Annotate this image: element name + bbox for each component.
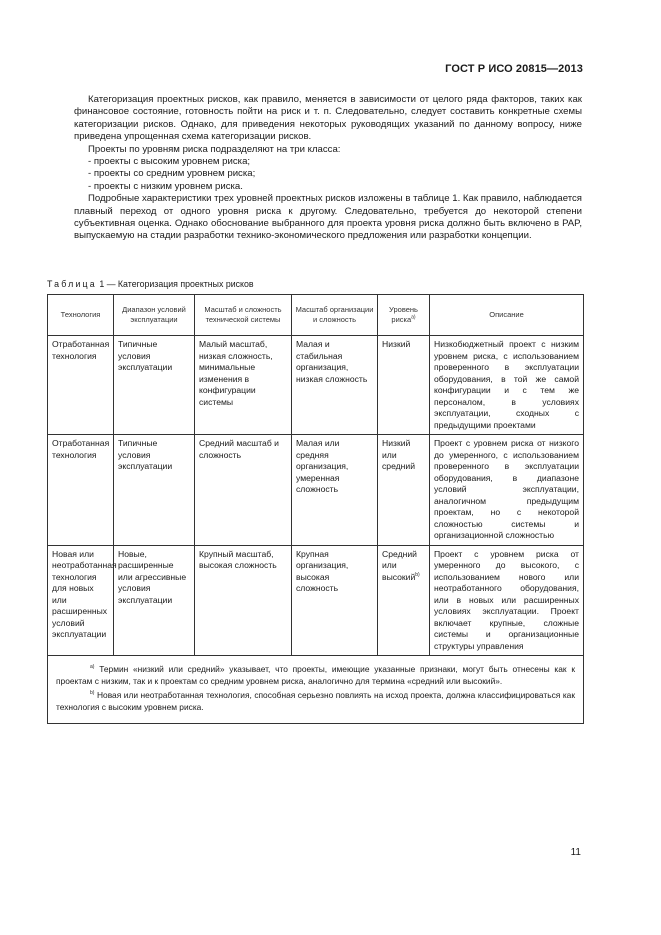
cell-risk-level xyxy=(378,545,430,656)
cell-range: Типичные условия эксплуатации xyxy=(114,435,195,546)
table-caption xyxy=(47,279,254,289)
table-row xyxy=(48,435,584,546)
header-risk-level xyxy=(378,295,430,336)
footnote-mark: b) xyxy=(415,571,420,578)
header-organization: Масштаб организации и сложность xyxy=(292,295,378,336)
cell-description: Низкобюджетный проект с низким уровнем риска, с использованием проверенного в эксплуатации оборудования, в той же самой конфигурации и с тем же персоналом, в условиях эксплуатации, сходных с предыдущими проектами xyxy=(430,336,584,435)
table-notes-row xyxy=(48,656,584,724)
cell-organization: Малая и стабильная организация, низкая сложность xyxy=(292,336,378,435)
cell-technology: Отработанная технология xyxy=(48,435,114,546)
paragraph-2: Проекты по уровням риска подразделяют на три класса: xyxy=(88,143,341,155)
standard-header: ГОСТ Р ИСО 20815—2013 xyxy=(445,63,583,75)
footnote-a xyxy=(56,664,575,687)
cell-scale: Крупный масштаб, высокая сложность xyxy=(195,545,292,656)
cell-range: Новые, расширенные или агрессивные условия эксплуатации xyxy=(114,545,195,656)
cell-range: Типичные условия эксплуатации xyxy=(114,336,195,435)
header-range: Диапазон условий эксплуатации xyxy=(114,295,195,336)
header-technology: Технология xyxy=(48,295,114,336)
table-caption-text: 1 — Категоризация проектных рисков xyxy=(99,279,254,289)
cell-scale: Малый масштаб, низкая сложность, минимальные изменения в конфигурации системы xyxy=(195,336,292,435)
footnote-mark: a) xyxy=(411,314,416,321)
cell-technology: Отработанная технология xyxy=(48,336,114,435)
footnote-mark: b) xyxy=(90,690,95,697)
list-item: - проекты с высоким уровнем риска; xyxy=(88,156,251,168)
cell-risk-level-text: Средний или высокий xyxy=(382,548,417,582)
list-item: - проекты с низким уровнем риска. xyxy=(88,180,243,192)
table-row xyxy=(48,545,584,656)
risk-category-table xyxy=(47,294,584,724)
paragraph-3: Подробные характеристики трех уровней проектных рисков изложены в таблице 1. Как правило, наблюдается плавный переход от одного уровня риска к другому. Следовательно, требуется до некоторой степени субъективная оценка. Однако обоснование выбранного для проекта уровня риска должно быть включено в PAP, выпускаемую на стадии разработки технико-экономического предложения или разработки концепции. xyxy=(74,193,582,242)
footnote-b xyxy=(56,690,575,713)
cell-organization: Малая или средняя организация, умеренная сложность xyxy=(292,435,378,546)
cell-description: Проект с уровнем риска от низкого до умеренного, с использованием проверенного в эксплуатации оборудования, в диапазоне условий эксплуатации, аналогичном предыдущим проектам, но с некоторой сложностью системы и организационной сложностью xyxy=(430,435,584,546)
table-notes xyxy=(48,656,584,724)
page-number: 11 xyxy=(570,847,581,858)
cell-technology: Новая или неотработанная технология для новых или расширенных условий эксплуатации xyxy=(48,545,114,656)
header-description: Описание xyxy=(430,295,584,336)
cell-scale: Средний масштаб и сложность xyxy=(195,435,292,546)
list-item: - проекты со средним уровнем риска; xyxy=(88,168,256,180)
table-caption-label: Таблица xyxy=(47,279,97,289)
body-text xyxy=(74,94,582,243)
table-row xyxy=(48,336,584,435)
cell-organization: Крупная организация, высокая сложность xyxy=(292,545,378,656)
cell-risk-level: Низкий или средний xyxy=(378,435,430,546)
paragraph-1: Категоризация проектных рисков, как правило, меняется в зависимости от целого ряда факторов, таких как финансовое состояние, готовность пойти на риск и т. п. Следовательно, следует составить конкретные схемы категоризации рисков. Однако, для приведения некоторых руководящих указаний по данному вопросу, ниже приведена упрощенная схема категоризации рисков. xyxy=(74,94,582,143)
footnote-text: Новая или неотработанная технология, способная серьезно повлиять на исход проекта, должна классифицироваться как технология с высоким уровнем риска. xyxy=(56,690,576,712)
table-header-row xyxy=(48,295,584,336)
footnote-mark: a) xyxy=(90,664,95,671)
header-risk-level-text: Уровень риска xyxy=(389,305,418,324)
cell-risk-level: Низкий xyxy=(378,336,430,435)
footnote-text: Термин «низкий или средний» указывает, что проекты, имеющие указанные признаки, могут быть отнесены как к проектам с низким, так и к проектам со средним уровнем риска, аналогично для термина «средний или высокий». xyxy=(56,664,575,686)
header-scale: Масштаб и сложность технической системы xyxy=(195,295,292,336)
cell-description: Проект с уровнем риска от умеренного до высокого, с использованием нового или неотработанного оборудования, или в новых или расширенных условиях эксплуатации. Проект включает крупные, сложные системы и организационные структуры управления xyxy=(430,545,584,656)
